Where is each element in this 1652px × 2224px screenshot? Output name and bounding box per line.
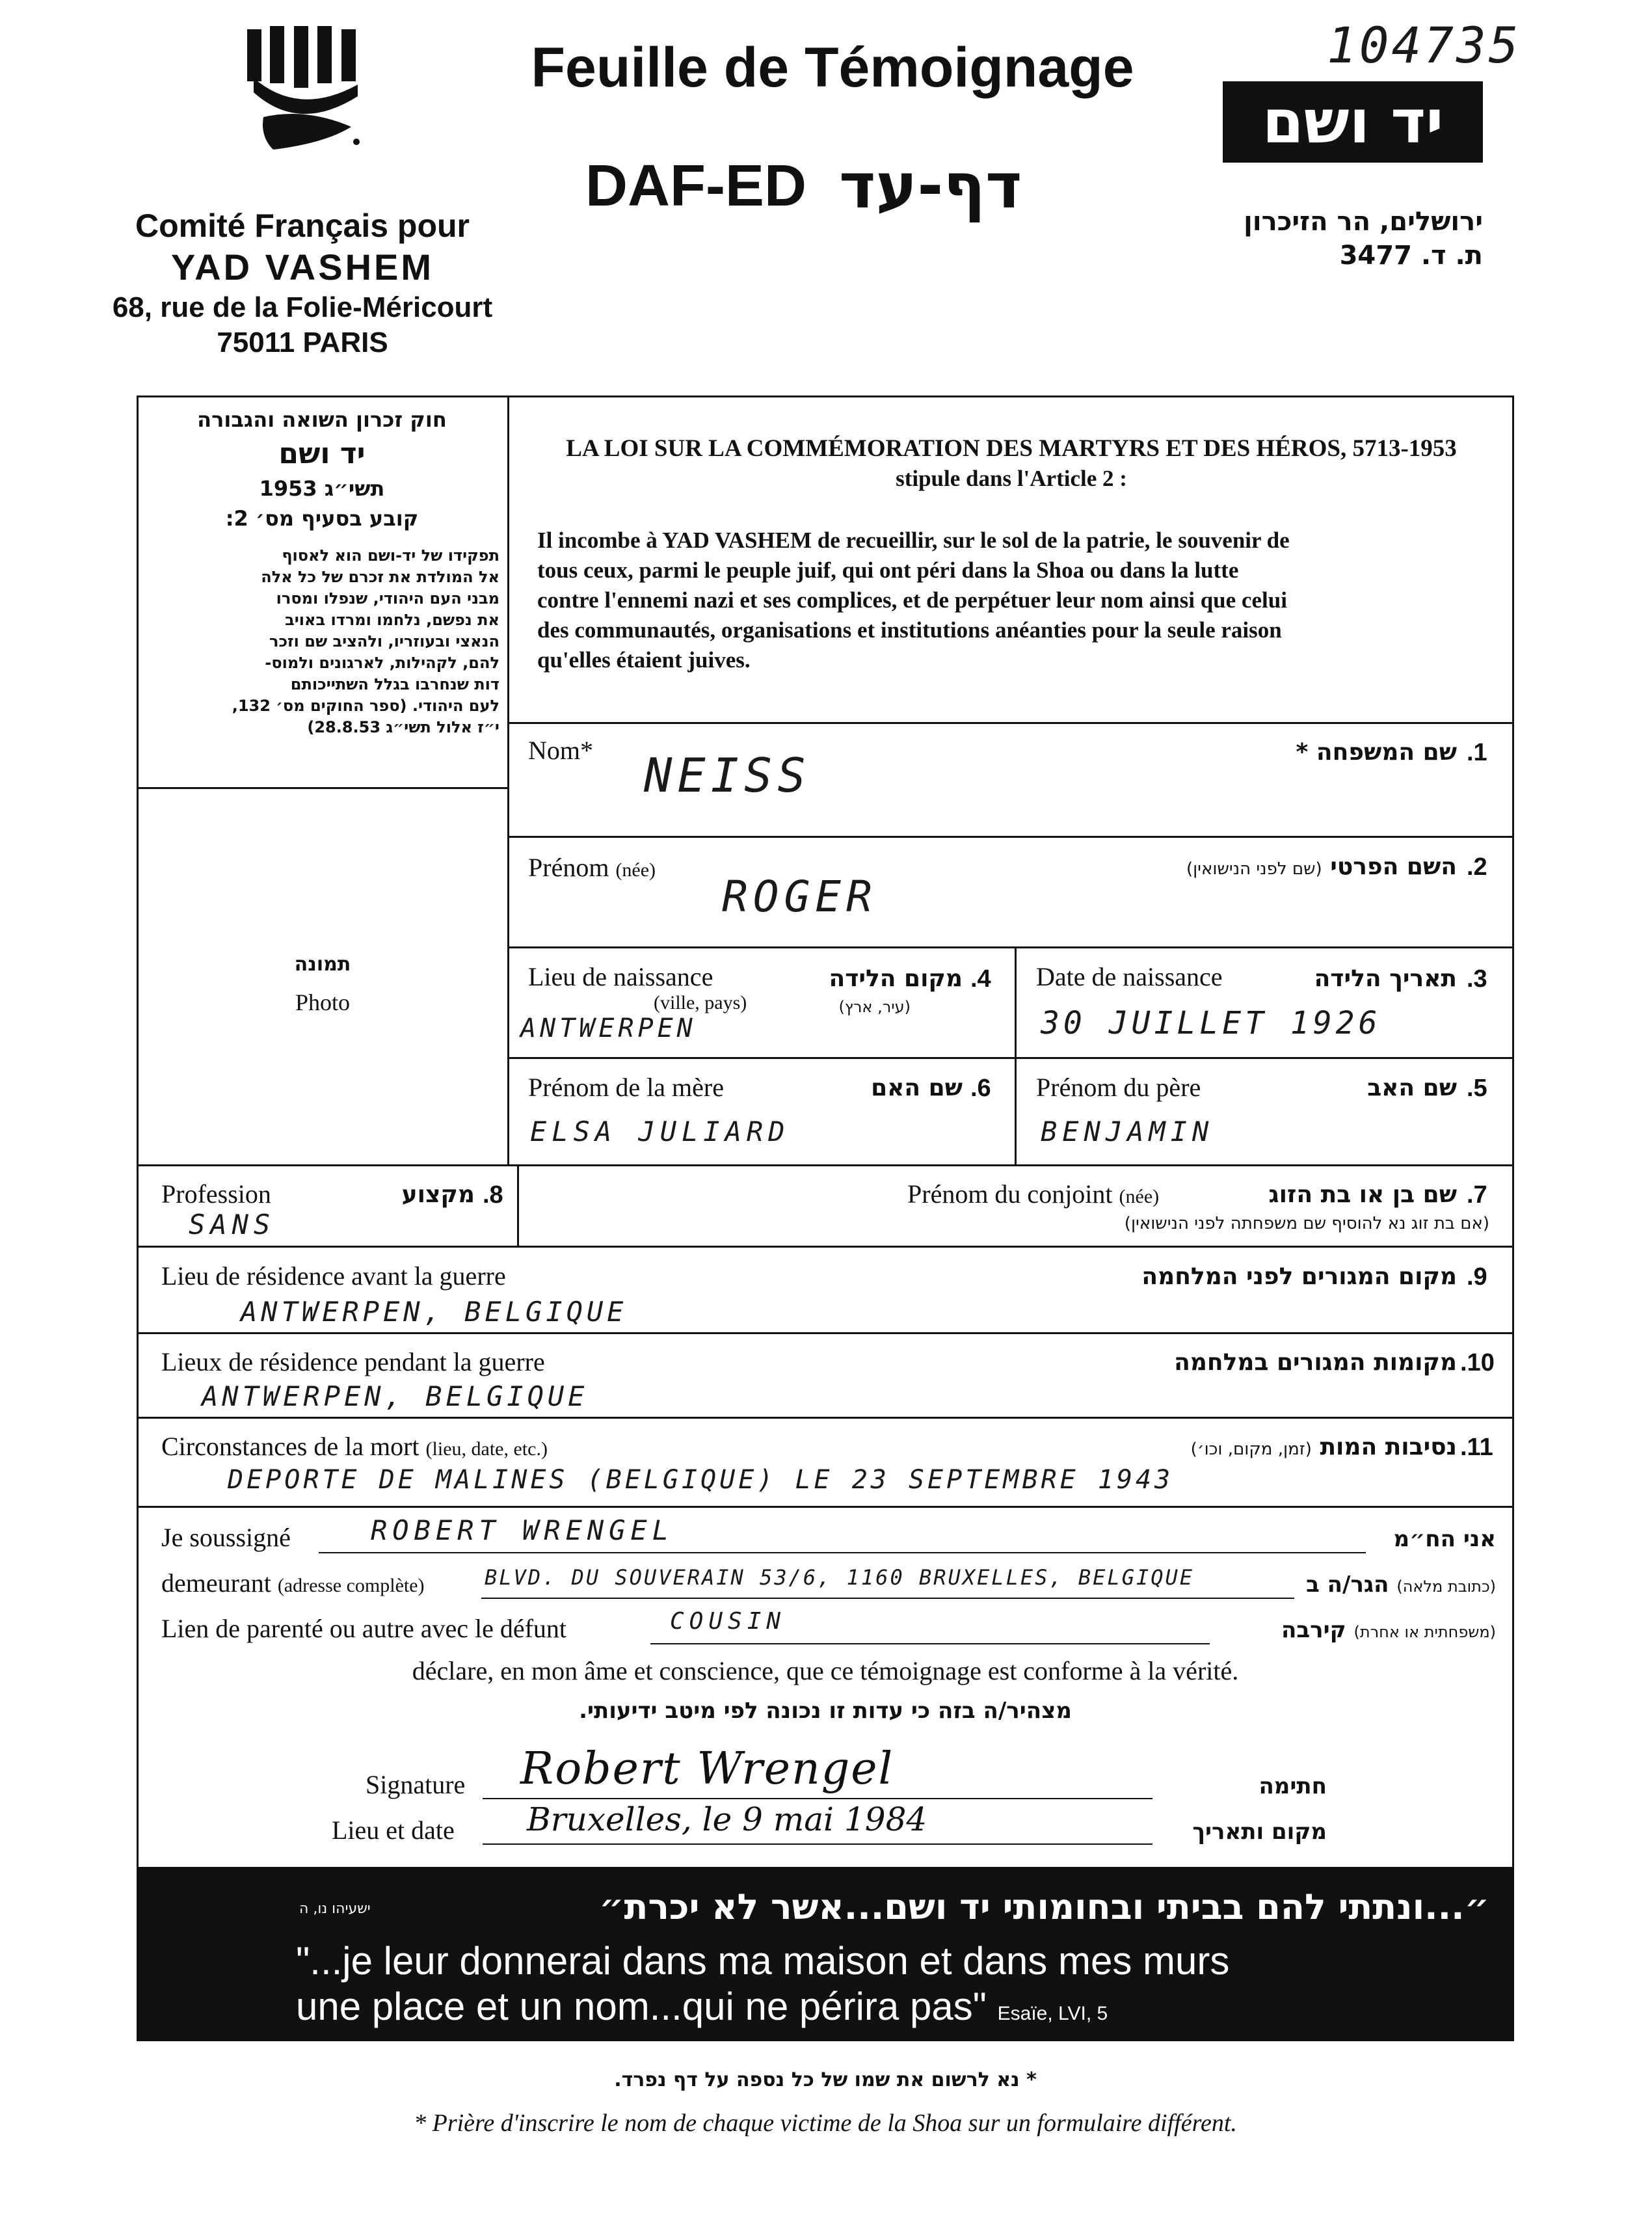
field2-number: .2 bbox=[1467, 853, 1487, 881]
relation-value[interactable]: COUSIN bbox=[670, 1608, 786, 1635]
law-hebrew-line: להם, לקהילות, לארגונים ולמוס- bbox=[265, 654, 500, 672]
undersigned-label-he: אני הח״מ bbox=[1393, 1526, 1496, 1552]
undersigned-value[interactable]: ROBERT WRENGEL bbox=[371, 1514, 674, 1546]
law-french-line: tous ceux, parmi le peuple juif, qui ont péri dans la Shoa ou dans la lutte bbox=[537, 557, 1239, 583]
field11-number: .11 bbox=[1460, 1434, 1493, 1461]
field4-number: .4 bbox=[970, 965, 991, 993]
law-french-subtitle: stipule dans l'Article 2 : bbox=[896, 466, 1127, 491]
field11-label-he-small: (זמן, מקום, וכו׳) bbox=[1190, 1440, 1312, 1459]
address-line1: 68, rue de la Folie-Méricourt bbox=[112, 291, 493, 323]
field11-value[interactable]: DEPORTE DE MALINES (BELGIQUE) LE 23 SEPTEMBRE 1943 bbox=[228, 1465, 1174, 1495]
relation-label-he bbox=[1210, 1617, 1496, 1643]
declaration-fr: déclare, en mon âme et conscience, que ce témoignage est conforme à la vérité. bbox=[412, 1656, 1239, 1685]
field11-label-he-main: נסיבות המות bbox=[1320, 1434, 1457, 1460]
residing-label-he bbox=[1294, 1572, 1496, 1598]
field9-number: .9 bbox=[1467, 1263, 1487, 1291]
law-hebrew-line: תפקידו של יד-ושם הוא לאסוף bbox=[282, 546, 500, 565]
field4-label-fr-small: (ville, pays) bbox=[654, 992, 747, 1013]
relation-label-he-main: קירבה bbox=[1281, 1617, 1346, 1643]
field3-label-he: תאריך הלידה bbox=[1314, 965, 1457, 992]
field1-value[interactable]: NEISS bbox=[644, 748, 811, 803]
residing-label-he-small: (כתובת מלאה) bbox=[1396, 1577, 1496, 1596]
law-hebrew-line: יד ושם bbox=[278, 437, 366, 470]
banner-hebrew-quote: ״...ונתתי להם בביתי ובחומותי יד ושם...אשר לא יכרת״ bbox=[599, 1886, 1489, 1927]
relation-label-he-small: (משפחתית או אחרת) bbox=[1353, 1623, 1496, 1641]
footer-note-hebrew: * נא לרשום את שמו של כל נספה על דף נפרד. bbox=[614, 2069, 1037, 2091]
law-hebrew-line: דות שנחרבו בגלל השתייכותם bbox=[290, 675, 500, 693]
daf-ed-hebrew: דף-עד bbox=[839, 150, 1022, 222]
field11-label-fr bbox=[161, 1431, 548, 1462]
signature-label-he: חתימה bbox=[1259, 1773, 1327, 1799]
law-hebrew-line: מבני העם היהודי, שנפלו ומסרו bbox=[276, 589, 500, 608]
law-hebrew-block bbox=[143, 405, 501, 533]
residing-label-fr-small: (adresse complète) bbox=[277, 1575, 425, 1596]
relation-label-fr: Lien de parenté ou autre avec le défunt bbox=[161, 1614, 567, 1643]
law-hebrew-line: אל המולדת את זכרם של כל אלה bbox=[261, 568, 500, 586]
field7-label-fr-main: Prénom du conjoint bbox=[907, 1179, 1113, 1209]
field10-number: .10 bbox=[1460, 1349, 1495, 1376]
residing-label-he-main: הגר/ה ב bbox=[1306, 1572, 1389, 1598]
field8-number: .8 bbox=[483, 1181, 503, 1209]
address-line2: 75011 PARIS bbox=[217, 327, 388, 358]
field2-label-fr bbox=[528, 852, 656, 883]
field10-label-fr: Lieux de résidence pendant la guerre bbox=[161, 1347, 545, 1376]
law-hebrew-line: קובע בסעיף מס׳ 2: bbox=[225, 506, 419, 531]
law-hebrew-line: תשי״ג 1953 bbox=[259, 476, 385, 501]
law-french-line: contre l'ennemi nazi et ses complices, et de perpétuer leur nom ainsi que celui bbox=[537, 587, 1287, 613]
field3-number: .3 bbox=[1467, 965, 1487, 993]
field7-label-fr bbox=[907, 1179, 1159, 1209]
photo-label-hebrew: תמונה bbox=[294, 953, 351, 976]
field1-number: .1 bbox=[1467, 739, 1487, 766]
banner-french-source: Esaïe, LVI, 5 bbox=[997, 2003, 1108, 2024]
field4-label-he: מקום הלידה bbox=[829, 965, 963, 992]
banner-french-line2 bbox=[296, 1984, 1108, 2029]
place-date-label-fr: Lieu et date bbox=[332, 1815, 455, 1845]
law-hebrew-body bbox=[144, 545, 500, 738]
signature-value[interactable]: Robert Wrengel bbox=[520, 1743, 894, 1795]
hebrew-address-line2: ת. ד. 3477 bbox=[1339, 241, 1483, 271]
field1-label-fr: Nom* bbox=[528, 736, 593, 765]
law-french-line: qu'elles étaient juives. bbox=[537, 647, 751, 673]
residing-label-fr bbox=[161, 1568, 425, 1598]
field9-label-he: מקום המגורים לפני המלחמה bbox=[1141, 1263, 1457, 1290]
field2-label-he-small: (שם לפני הנישואין) bbox=[1186, 859, 1322, 879]
daf-ed-latin: DAF-ED bbox=[585, 154, 806, 219]
field8-label-fr: Profession bbox=[161, 1179, 271, 1209]
banner-french-line1: "...je leur donnerai dans ma maison et dans mes murs bbox=[296, 1939, 1230, 1983]
law-hebrew-line: הנאצי ובעוזריו, ולהציב שם וזכר bbox=[269, 632, 500, 650]
field4-label-he-small: (עיר, ארץ) bbox=[838, 998, 911, 1016]
field6-label-he: שם האם bbox=[871, 1075, 963, 1101]
residing-value[interactable]: BLVD. DU SOUVERAIN 53/6, 1160 BRUXELLES, BELGIQUE bbox=[485, 1565, 1195, 1590]
residing-label-fr-main: demeurant bbox=[161, 1568, 271, 1598]
field5-value[interactable]: BENJAMIN bbox=[1041, 1116, 1214, 1147]
quote-banner bbox=[137, 1867, 1514, 2041]
law-hebrew-line: לעם היהודי. (ספר החוקים מס׳ 132, bbox=[232, 697, 500, 715]
field6-value[interactable]: ELSA JULIARD bbox=[530, 1116, 790, 1147]
field4-value[interactable]: ANTWERPEN bbox=[520, 1013, 697, 1043]
law-french-title: LA LOI SUR LA COMMÉMORATION DES MARTYRS ET DES HÉROS, 5713-1953 bbox=[566, 435, 1457, 462]
field3-label-fr: Date de naissance bbox=[1036, 962, 1223, 991]
archive-number: 104735 bbox=[1327, 16, 1521, 74]
field2-label-he bbox=[976, 853, 1457, 880]
field2-label-he-main: השם הפרטי bbox=[1330, 853, 1457, 880]
field8-value[interactable]: SANS bbox=[189, 1209, 276, 1240]
field11-label-he bbox=[976, 1434, 1457, 1460]
field5-label-he: שם האב bbox=[1367, 1075, 1457, 1101]
field2-label-fr-main: Prénom bbox=[528, 853, 609, 882]
law-hebrew-line: את נפשם, נלחמו ומרדו באויב bbox=[285, 611, 500, 629]
banner-french-line2-text: une place et un nom...qui ne périra pas" bbox=[296, 1985, 987, 2028]
photo-label-french: Photo bbox=[295, 989, 351, 1015]
field4-label-fr: Lieu de naissance bbox=[528, 962, 713, 991]
field6-number: .6 bbox=[970, 1075, 991, 1102]
field3-value[interactable]: 30 JUILLET 1926 bbox=[1041, 1005, 1381, 1041]
place-date-label-he: מקום ותאריך bbox=[1192, 1819, 1327, 1845]
declaration-he: מצהיר/ה בזה כי עדות זו נכונה לפי מיטב ידיעותי. bbox=[579, 1698, 1072, 1724]
field7-label-he-small: (אם בת זוג נא להוסיף שם משפחתה לפני הנישואין) bbox=[1124, 1214, 1489, 1233]
field2-value[interactable]: ROGER bbox=[722, 872, 877, 922]
committee-line1: Comité Français pour bbox=[135, 208, 470, 244]
menorah-icon bbox=[234, 20, 377, 169]
field5-number: .5 bbox=[1467, 1075, 1487, 1102]
field11-label-fr-main: Circonstances de la mort bbox=[161, 1432, 420, 1461]
footer-note-french: * Prière d'inscrire le nom de chaque victime de la Shoa sur un formulaire différent. bbox=[414, 2110, 1237, 2137]
law-french-line: des communautés, organisations et institutions anéanties pour la seule raison bbox=[537, 617, 1282, 643]
menorah-logo bbox=[234, 20, 377, 169]
law-hebrew-line: חוק זכרון השואה והגבורה bbox=[197, 407, 447, 432]
committee-line2: YAD VASHEM bbox=[170, 247, 434, 288]
banner-hebrew-source: ישעיהו נו, ה bbox=[299, 1901, 371, 1917]
field9-label-fr: Lieu de résidence avant la guerre bbox=[161, 1261, 506, 1291]
law-hebrew-line: י״ז אלול תשי״ג 28.8.53) bbox=[307, 718, 500, 736]
field10-label-he: מקומות המגורים במלחמה bbox=[1174, 1349, 1457, 1376]
field7-label-fr-small: (née) bbox=[1119, 1186, 1160, 1207]
undersigned-label-fr: Je soussigné bbox=[161, 1523, 291, 1552]
form-title: Feuille de Témoignage bbox=[531, 36, 1134, 99]
field7-number: .7 bbox=[1467, 1181, 1487, 1209]
field8-label-he: מקצוע bbox=[401, 1181, 475, 1208]
field5-label-fr: Prénom du père bbox=[1036, 1073, 1201, 1102]
signature-label-fr: Signature bbox=[366, 1770, 466, 1799]
field7-label-he: שם בן או בת הזוג bbox=[1268, 1181, 1457, 1208]
field1-label-he: שם המשפחה * bbox=[1296, 739, 1457, 766]
law-french-body bbox=[537, 526, 1493, 675]
field2-label-fr-small: (née) bbox=[615, 859, 656, 881]
yad-vashem-logo-text: יד ושם bbox=[1262, 87, 1444, 157]
law-french-line: Il incombe à YAD VASHEM de recueillir, sur le sol de la patrie, le souvenir de bbox=[537, 528, 1290, 553]
field6-label-fr: Prénom de la mère bbox=[528, 1073, 724, 1102]
place-date-value[interactable]: Bruxelles, le 9 mai 1984 bbox=[527, 1801, 927, 1838]
yad-vashem-logo bbox=[1223, 81, 1483, 163]
field11-label-fr-small: (lieu, date, etc.) bbox=[425, 1438, 548, 1460]
hebrew-address-line1: ירושלים, הר הזיכרון bbox=[1244, 207, 1483, 237]
field9-value[interactable]: ANTWERPEN, BELGIQUE bbox=[241, 1296, 628, 1328]
field10-value[interactable]: ANTWERPEN, BELGIQUE bbox=[202, 1380, 589, 1412]
